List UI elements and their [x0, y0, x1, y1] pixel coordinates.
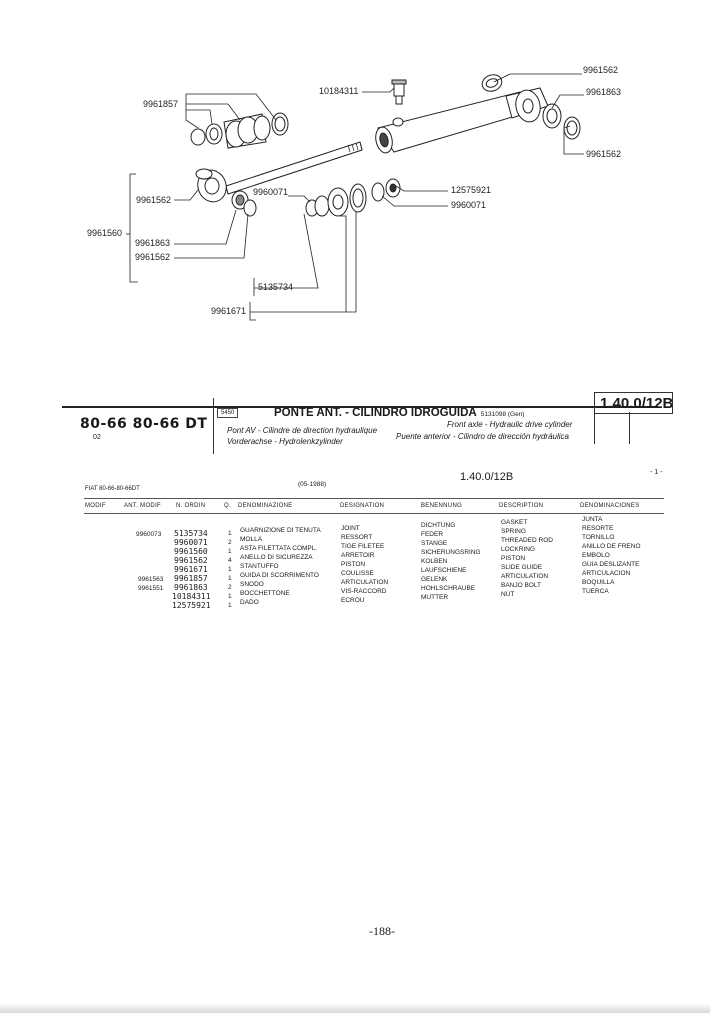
italian-cell: STANTUFFO: [240, 563, 279, 570]
qty-cell: 1: [228, 575, 232, 582]
col-benennung: BENENNUNG: [421, 503, 463, 509]
spanish-cell: EMBOLO: [582, 552, 610, 559]
threaded-rod: [226, 142, 362, 194]
english-cell: GASKET: [501, 519, 528, 526]
model-subcode: 02: [93, 434, 101, 441]
col-ant-modif: ANT. MODIF: [124, 503, 161, 509]
title-german: Vorderachse - Hydrolenkzylinder: [227, 437, 343, 446]
spanish-cell: ANILLO DE FRENO: [582, 543, 641, 550]
col-description: DESCRIPTION: [499, 503, 544, 509]
callout-lockring-top-right: 9961562: [583, 65, 619, 75]
col-denominazione: DENOMINAZIONE: [238, 503, 293, 509]
title-english: Front axle - Hydraulic drive cylinder: [447, 420, 573, 429]
italian-cell: MOLLA: [240, 536, 263, 543]
scan-edge: [0, 1003, 710, 1013]
german-cell: SICHERUNGSRING: [421, 549, 481, 556]
callout-threaded-rod: 9961560: [87, 228, 123, 238]
spring-2: [315, 196, 329, 216]
qty-cell: 1: [228, 566, 232, 573]
section-reference: 1.40.0/12B: [600, 395, 674, 412]
german-cell: DICHTUNG: [421, 522, 456, 529]
callout-lockring-left: 9961562: [136, 195, 172, 205]
section-title-code: 5131098 (Gen): [480, 411, 525, 418]
german-cell: MUTTER: [421, 594, 449, 601]
english-cell: SPRING: [501, 528, 526, 535]
qty-cell: 2: [228, 584, 232, 591]
part-number-cell: 12575921: [172, 601, 211, 610]
qty-cell: 1: [228, 593, 232, 600]
french-cell: VIS-RACCORD: [341, 588, 387, 595]
col-denominaciones: DENOMINACIONES: [580, 503, 640, 509]
part-number-cell: 10184311: [172, 592, 211, 601]
spanish-cell: RESORTE: [582, 525, 614, 532]
english-cell: NUT: [501, 591, 515, 598]
header-divider-left: [213, 398, 214, 454]
callout-lockring-right: 9961562: [586, 149, 622, 159]
callout-lockring-left-lower: 9961562: [135, 252, 171, 262]
qty-cell: 1: [228, 602, 232, 609]
title-french: Pont AV - Cilindre de direction hydraulique: [227, 426, 378, 435]
col-q: Q.: [224, 503, 231, 509]
part-number-cell: 9961562: [174, 556, 208, 565]
callout-nut: 12575921: [451, 185, 492, 195]
french-cell: JOINT: [341, 525, 360, 532]
ant-modif-cell: 9961551: [138, 585, 164, 592]
german-cell: LAUFSCHIENE: [421, 567, 467, 574]
callout-piston: 9961671: [211, 306, 247, 316]
english-cell: PISTON: [501, 555, 526, 562]
english-cell: SLIDE GUIDE: [501, 564, 543, 571]
callout-spring-lower: 9960071: [451, 200, 487, 210]
part-number-cell: 9961857: [174, 574, 208, 583]
ref-box-tick: [629, 412, 630, 444]
list-page-marker: - 1 -: [650, 469, 663, 476]
part-number-cell: 5135734: [174, 529, 208, 538]
list-model-line: FIAT 80-66-80-66DT: [85, 486, 140, 492]
english-cell: THREADED ROD: [501, 537, 554, 544]
part-number-cell: 9961863: [174, 583, 208, 592]
french-cell: ARRETOIR: [341, 552, 375, 559]
german-cell: HOHLSCHRAUBE: [421, 585, 476, 592]
spanish-cell: ARTICULACION: [582, 570, 631, 577]
qty-cell: 4: [228, 557, 232, 564]
part-number-cell: 9961560: [174, 547, 208, 556]
ant-modif-cell: 9961563: [138, 576, 164, 583]
section-title: [274, 407, 524, 419]
french-cell: PISTON: [341, 561, 366, 568]
italian-cell: GUARNIZIONE DI TENUTA: [240, 527, 321, 534]
english-cell: LOCKRING: [501, 546, 535, 553]
page-number: -188-: [369, 924, 395, 938]
model-title: 80-66 80-66 DT: [80, 416, 208, 432]
list-header-rule-top: [84, 498, 664, 499]
german-cell: KOLBEN: [421, 558, 448, 565]
qty-cell: 1: [228, 530, 232, 537]
list-date: (05-1988): [298, 481, 327, 488]
callout-articulation-left: 9961863: [135, 238, 171, 248]
exploded-parts-diagram: [0, 0, 710, 380]
title-spanish: Puente anterior - Cilindro de dirección hydráulica: [396, 432, 569, 441]
german-cell: FEDER: [421, 531, 444, 538]
italian-cell: BOCCHETTONE: [240, 590, 290, 597]
section-title-text: PONTE ANT. - CILINDRO IDROGUIDA: [274, 407, 477, 419]
col-modif: MODIF: [85, 503, 106, 509]
french-cell: TIGE FILETEE: [341, 543, 385, 550]
spanish-cell: TUERCA: [582, 588, 609, 595]
italian-cell: SNODO: [240, 581, 264, 588]
col-designation: DESIGNATION: [340, 503, 385, 509]
slide-guide-ring-1: [191, 129, 205, 145]
callout-banjo-bolt: 10184311: [319, 86, 359, 96]
col-n-ordin: N. ORDIN: [176, 503, 206, 509]
french-cell: ARTICULATION: [341, 579, 389, 586]
callout-slide-guide: 9961857: [143, 99, 179, 109]
english-cell: BANJO BOLT: [501, 582, 541, 589]
italian-cell: GUIDA DI SCORRIMENTO: [240, 572, 319, 579]
group-code-box: 5450: [217, 408, 238, 418]
italian-cell: ASTA FILETTATA COMPL.: [240, 545, 318, 552]
qty-cell: 2: [228, 539, 232, 546]
list-header-rule-bottom: [84, 513, 664, 514]
italian-cell: ANELLO DI SICUREZZA: [240, 554, 313, 561]
spanish-cell: GUIA DESLIZANTE: [582, 561, 640, 568]
ring-small: [372, 183, 384, 201]
list-reference: 1.40.0/12B: [460, 471, 514, 483]
french-cell: ECROU: [341, 597, 365, 604]
french-cell: COULISSE: [341, 570, 374, 577]
french-cell: RESSORT: [341, 534, 373, 541]
spanish-cell: BOQUILLA: [582, 579, 615, 586]
german-cell: GELENK: [421, 576, 448, 583]
callout-spring-upper: 9960071: [253, 187, 289, 197]
callout-gasket: 5135734: [258, 282, 294, 292]
german-cell: STANGE: [421, 540, 448, 547]
english-cell: ARTICULATION: [501, 573, 549, 580]
lockring-left: [244, 200, 256, 216]
callout-articulation-right: 9961863: [586, 87, 622, 97]
spanish-cell: JUNTA: [582, 516, 603, 523]
italian-cell: DADO: [240, 599, 259, 606]
ant-modif-cell: 9960073: [136, 531, 162, 538]
qty-cell: 1: [228, 548, 232, 555]
part-number-cell: 9960071: [174, 538, 208, 547]
spanish-cell: TORNILLO: [582, 534, 615, 541]
part-number-cell: 9961671: [174, 565, 208, 574]
